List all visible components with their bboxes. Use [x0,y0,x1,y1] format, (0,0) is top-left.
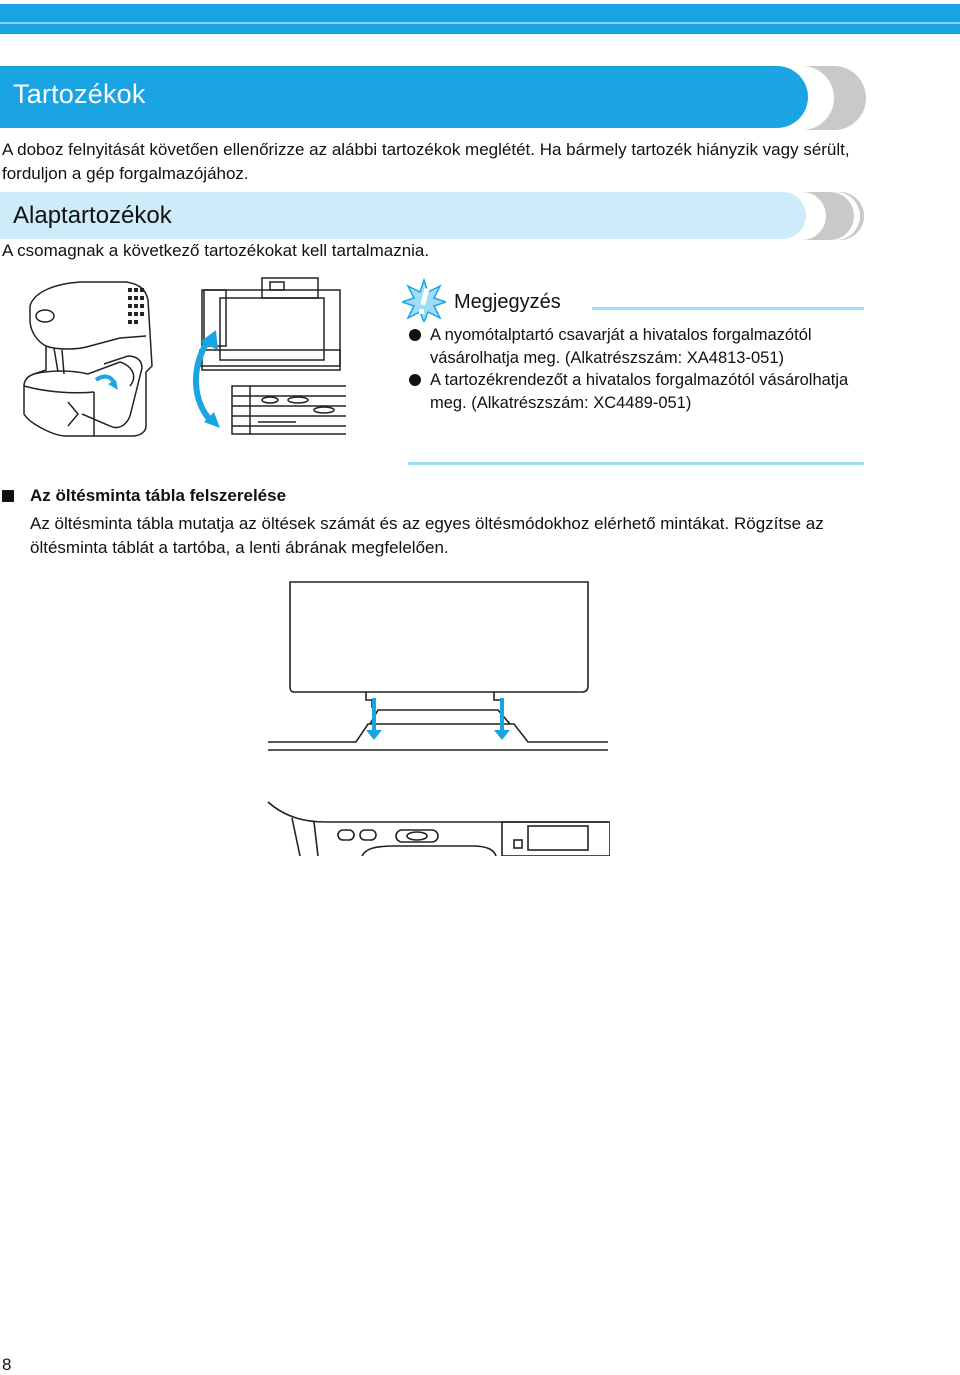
note-item: A tartozékrendezőt a hivatalos forgalmazótól vásárolhatja meg. (Alkatrészszám: XC4489-051) [408,369,864,414]
subsection-title-bar [0,192,806,239]
note-list [408,324,864,414]
memo-icon [402,278,446,322]
subsection-title: Alaptartozékok [13,202,172,229]
top-color-rule [0,4,960,34]
title-tab-decoration [800,66,872,130]
sewing-machine-illustration [20,276,160,438]
note-heading-rule [592,307,864,310]
note-box [400,278,866,466]
page-number: 8 [2,1355,12,1374]
stitch-chart-section-body: Az öltésminta tábla mutatja az öltések számát és az egyes öltésmódokhoz elérhető mintákat. Rögzítse az öltésminta táblát a tartóba, a lenti ábrának megfelelően. [30,514,824,557]
note-bottom-rule [408,462,864,465]
intro-text: A doboz felnyitását követően ellenőrizze az alábbi tartozékok meglétét. Ha bármely tartozék hiányzik vagy sérült, forduljon a gép forgalmazójához. [2,140,850,183]
subsection-intro: A csomagnak a következő tartozékokat kell tartalmaznia. [2,241,430,260]
stitch-chart-mounting-illustration [266,578,610,856]
accessory-case-illustration [186,276,346,436]
note-item: A nyomótalptartó csavarját a hivatalos forgalmazótól vásárolhatja meg. (Alkatrészszám: XA4813-051) [408,324,864,369]
section-square-bullet [2,490,14,502]
note-title: Megjegyzés [454,291,561,313]
section-title-bar [0,66,808,128]
subsection-tab-decoration [800,192,866,240]
page-title: Tartozékok [13,79,146,109]
stitch-chart-section-title: Az öltésminta tábla felszerelése [30,486,287,505]
